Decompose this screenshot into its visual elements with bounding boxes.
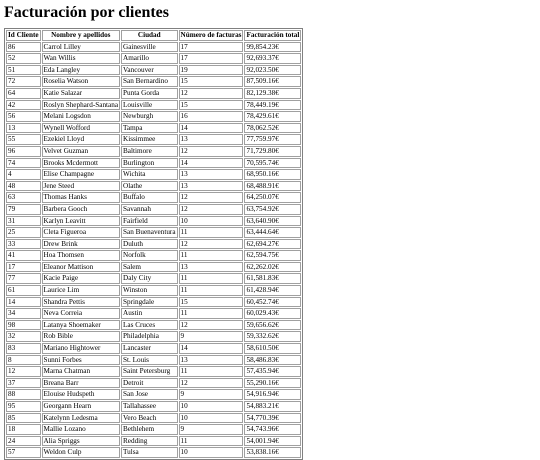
table-row xyxy=(6,320,301,331)
table-row xyxy=(6,88,301,99)
table-header-row xyxy=(6,30,301,41)
cell-city: Baltimore xyxy=(121,146,178,157)
table-row xyxy=(6,53,301,64)
cell-invoice-count: 12 xyxy=(179,378,244,389)
cell-client-id: 64 xyxy=(6,88,41,99)
cell-city: Saint Petersburg xyxy=(121,366,178,377)
cell-total-billing: 63,444.64€ xyxy=(244,227,301,238)
table-row xyxy=(6,42,301,53)
table-row xyxy=(6,273,301,284)
cell-total-billing: 78,429.61€ xyxy=(244,111,301,122)
table-row xyxy=(6,192,301,203)
table-row xyxy=(6,262,301,273)
cell-full-name: Elise Champagne xyxy=(42,169,120,180)
table-row xyxy=(6,250,301,261)
cell-invoice-count: 10 xyxy=(179,447,244,458)
table-row xyxy=(6,297,301,308)
cell-city: Duluth xyxy=(121,239,178,250)
cell-full-name: Thomas Hanks xyxy=(42,192,120,203)
table-row xyxy=(6,100,301,111)
cell-client-id: 33 xyxy=(6,239,41,250)
table-row xyxy=(6,447,301,458)
billing-table xyxy=(4,28,303,460)
cell-total-billing: 62,262.02€ xyxy=(244,262,301,273)
cell-city: Tulsa xyxy=(121,447,178,458)
cell-invoice-count: 15 xyxy=(179,100,244,111)
cell-total-billing: 62,594.75€ xyxy=(244,250,301,261)
table-row xyxy=(6,123,301,134)
cell-client-id: 98 xyxy=(6,320,41,331)
cell-city: Lancaster xyxy=(121,343,178,354)
cell-total-billing: 60,452.74€ xyxy=(244,297,301,308)
table-row xyxy=(6,424,301,435)
cell-client-id: 13 xyxy=(6,123,41,134)
cell-client-id: 18 xyxy=(6,424,41,435)
cell-client-id: 51 xyxy=(6,65,41,76)
cell-total-billing: 60,029.43€ xyxy=(244,308,301,319)
cell-invoice-count: 13 xyxy=(179,169,244,180)
cell-city: Burlington xyxy=(121,158,178,169)
cell-city: Savannah xyxy=(121,204,178,215)
cell-invoice-count: 13 xyxy=(179,134,244,145)
cell-total-billing: 64,250.07€ xyxy=(244,192,301,203)
cell-client-id: 41 xyxy=(6,250,41,261)
cell-invoice-count: 12 xyxy=(179,88,244,99)
table-row xyxy=(6,401,301,412)
table-row xyxy=(6,378,301,389)
cell-city: San Bernardino xyxy=(121,76,178,87)
cell-total-billing: 78,449.19€ xyxy=(244,100,301,111)
header-city: Ciudad xyxy=(121,30,178,41)
cell-city: Olathe xyxy=(121,181,178,192)
header-full-name: Nombre y apellidos xyxy=(42,30,120,41)
cell-full-name: Roslyn Shephard-Santana xyxy=(43,100,119,109)
cell-city: Austin xyxy=(121,308,178,319)
cell-total-billing: 68,950.16€ xyxy=(244,169,301,180)
cell-client-id: 63 xyxy=(6,192,41,203)
cell-client-id: 31 xyxy=(6,216,41,227)
cell-city: Vero Beach xyxy=(121,413,178,424)
cell-total-billing: 61,428.94€ xyxy=(244,285,301,296)
cell-invoice-count: 9 xyxy=(179,424,244,435)
cell-total-billing: 63,640.90€ xyxy=(244,216,301,227)
table-row xyxy=(6,355,301,366)
cell-invoice-count: 13 xyxy=(179,181,244,192)
table-row xyxy=(6,146,301,157)
cell-invoice-count: 14 xyxy=(179,123,244,134)
cell-invoice-count: 10 xyxy=(179,401,244,412)
cell-full-name: Neva Correia xyxy=(42,308,120,319)
cell-full-name: Drew Brink xyxy=(42,239,120,250)
cell-total-billing: 92,693.37€ xyxy=(244,53,301,64)
cell-city: Newburgh xyxy=(121,111,178,122)
cell-full-name: Shandra Pettis xyxy=(42,297,120,308)
cell-full-name: Weldon Culp xyxy=(42,447,120,458)
cell-total-billing: 53,838.16€ xyxy=(244,447,301,458)
cell-client-id: 57 xyxy=(6,447,41,458)
cell-full-name: Laurice Lim xyxy=(42,285,120,296)
cell-total-billing: 77,759.97€ xyxy=(244,134,301,145)
header-client-id: Id Cliente xyxy=(8,31,39,39)
cell-client-id: 83 xyxy=(6,343,41,354)
cell-invoice-count: 11 xyxy=(179,250,244,261)
cell-invoice-count: 12 xyxy=(179,239,244,250)
cell-invoice-count: 12 xyxy=(179,320,244,331)
cell-invoice-count: 15 xyxy=(179,297,244,308)
cell-city: Vancouver xyxy=(121,65,178,76)
cell-full-name: Katie Salazar xyxy=(42,88,120,99)
table-row xyxy=(6,331,301,342)
cell-full-name: Cleta Figueroa xyxy=(42,227,120,238)
cell-city: Springdale xyxy=(121,297,178,308)
cell-total-billing: 58,486.83€ xyxy=(244,355,301,366)
cell-invoice-count: 15 xyxy=(179,76,244,87)
cell-city: Gainesville xyxy=(121,42,178,53)
cell-total-billing: 54,883.21€ xyxy=(244,401,301,412)
cell-client-id: 85 xyxy=(6,413,41,424)
cell-city: St. Louis xyxy=(121,355,178,366)
header-total-billing: Facturación total xyxy=(246,31,300,39)
cell-client-id: 74 xyxy=(6,158,41,169)
cell-invoice-count: 16 xyxy=(179,111,244,122)
cell-total-billing: 59,656.62€ xyxy=(244,320,301,331)
cell-invoice-count: 9 xyxy=(179,331,244,342)
cell-full-name: Melani Logsdon xyxy=(42,111,120,122)
table-row xyxy=(6,389,301,400)
cell-total-billing: 54,916.94€ xyxy=(244,389,301,400)
cell-full-name: Latanya Shoemaker xyxy=(42,320,120,331)
cell-client-id: 12 xyxy=(6,366,41,377)
cell-full-name: Velvet Guzman xyxy=(42,146,120,157)
cell-full-name: Mallie Lozano xyxy=(42,424,120,435)
cell-city: Winston xyxy=(121,285,178,296)
cell-city: Punta Gorda xyxy=(121,88,178,99)
cell-city: Las Cruces xyxy=(121,320,178,331)
cell-total-billing: 78,062.52€ xyxy=(244,123,301,134)
cell-full-name: Wan Willis xyxy=(42,53,120,64)
cell-client-id: 17 xyxy=(6,262,41,273)
cell-full-name: Ezekiel Lloyd xyxy=(42,134,120,145)
cell-city: Louisville xyxy=(121,100,178,111)
cell-city: Tallahassee xyxy=(121,401,178,412)
cell-total-billing: 82,129.38€ xyxy=(244,88,301,99)
cell-invoice-count: 14 xyxy=(179,158,244,169)
cell-client-id: 77 xyxy=(6,273,41,284)
table-row xyxy=(6,65,301,76)
cell-full-name: Breana Barr xyxy=(42,378,120,389)
cell-client-id: 25 xyxy=(6,227,41,238)
cell-invoice-count: 13 xyxy=(179,355,244,366)
cell-total-billing: 54,770.39€ xyxy=(244,413,301,424)
cell-client-id: 4 xyxy=(6,169,41,180)
cell-city: Detroit xyxy=(121,378,178,389)
cell-total-billing: 70,595.74€ xyxy=(244,158,301,169)
cell-invoice-count: 17 xyxy=(179,42,244,53)
table-row xyxy=(6,76,301,87)
table-row xyxy=(6,343,301,354)
cell-full-name: Kacie Paige xyxy=(42,273,120,284)
cell-invoice-count: 13 xyxy=(179,262,244,273)
table-row xyxy=(6,285,301,296)
cell-invoice-count: 17 xyxy=(179,53,244,64)
cell-total-billing: 57,435.94€ xyxy=(244,366,301,377)
cell-city: San Jose xyxy=(121,389,178,400)
cell-total-billing: 59,332.62€ xyxy=(244,331,301,342)
cell-city: Kissimmee xyxy=(121,134,178,145)
cell-city: Fairfield xyxy=(121,216,178,227)
table-row xyxy=(6,134,301,145)
cell-city: Norfolk xyxy=(121,250,178,261)
cell-total-billing: 54,001.94€ xyxy=(244,436,301,447)
cell-full-name: Georgann Hearn xyxy=(42,401,120,412)
cell-full-name: Eleanor Mattison xyxy=(42,262,120,273)
cell-client-id: 48 xyxy=(6,181,41,192)
cell-total-billing: 68,488.91€ xyxy=(244,181,301,192)
cell-client-id: 34 xyxy=(6,308,41,319)
cell-full-name: Elouise Hudspeth xyxy=(42,389,120,400)
header-invoice-count: Número de facturas xyxy=(180,31,242,39)
cell-total-billing: 71,729.80€ xyxy=(244,146,301,157)
cell-client-id: 42 xyxy=(6,100,41,111)
cell-invoice-count: 10 xyxy=(179,216,244,227)
table-row xyxy=(6,181,301,192)
cell-client-id: 88 xyxy=(6,389,41,400)
cell-full-name: Jene Steed xyxy=(42,181,120,192)
cell-total-billing: 61,581.83€ xyxy=(244,273,301,284)
cell-city: Philadelphia xyxy=(121,331,178,342)
cell-city: San Buenaventura xyxy=(123,228,176,237)
cell-invoice-count: 11 xyxy=(179,366,244,377)
table-row xyxy=(6,169,301,180)
cell-invoice-count: 12 xyxy=(179,204,244,215)
table-row xyxy=(6,413,301,424)
cell-invoice-count: 19 xyxy=(179,65,244,76)
cell-full-name: Hoa Thomsen xyxy=(42,250,120,261)
table-row xyxy=(6,366,301,377)
cell-city: Tampa xyxy=(121,123,178,134)
cell-client-id: 72 xyxy=(6,76,41,87)
cell-city: Wichita xyxy=(121,169,178,180)
cell-full-name: Eda Langley xyxy=(42,65,120,76)
table-row xyxy=(6,158,301,169)
cell-full-name: Katelynn Ledesma xyxy=(42,413,120,424)
cell-total-billing: 55,290.16€ xyxy=(244,378,301,389)
cell-total-billing: 58,610.50€ xyxy=(244,343,301,354)
cell-client-id: 55 xyxy=(6,134,41,145)
cell-full-name: Brooks Mcdermott xyxy=(42,158,120,169)
cell-total-billing: 99,854.23€ xyxy=(244,42,301,53)
cell-full-name: Alia Spriggs xyxy=(42,436,120,447)
cell-full-name: Marna Chatman xyxy=(42,366,120,377)
cell-full-name: Wynell Wofford xyxy=(42,123,120,134)
cell-client-id: 52 xyxy=(6,53,41,64)
cell-city: Daly City xyxy=(121,273,178,284)
cell-client-id: 24 xyxy=(6,436,41,447)
cell-total-billing: 92,023.50€ xyxy=(244,65,301,76)
cell-city: Bethlehem xyxy=(121,424,178,435)
cell-invoice-count: 12 xyxy=(179,192,244,203)
cell-invoice-count: 11 xyxy=(179,308,244,319)
cell-client-id: 96 xyxy=(6,146,41,157)
cell-invoice-count: 11 xyxy=(179,227,244,238)
cell-client-id: 61 xyxy=(6,285,41,296)
cell-full-name: Karlyn Leavitt xyxy=(42,216,120,227)
cell-full-name: Sunni Forbes xyxy=(42,355,120,366)
cell-full-name: Barbera Gooch xyxy=(42,204,120,215)
cell-client-id: 8 xyxy=(6,355,41,366)
table-row xyxy=(6,204,301,215)
cell-invoice-count: 12 xyxy=(179,146,244,157)
cell-invoice-count: 11 xyxy=(179,285,244,296)
table-row xyxy=(6,227,301,238)
table-body xyxy=(6,42,301,458)
cell-invoice-count: 9 xyxy=(179,389,244,400)
table-row xyxy=(6,111,301,122)
cell-total-billing: 54,743.96€ xyxy=(244,424,301,435)
cell-total-billing: 87,509.16€ xyxy=(244,76,301,87)
cell-client-id: 86 xyxy=(6,42,41,53)
cell-total-billing: 63,754.92€ xyxy=(244,204,301,215)
cell-full-name: Rob Bible xyxy=(42,331,120,342)
cell-city: Buffalo xyxy=(121,192,178,203)
cell-client-id: 14 xyxy=(6,297,41,308)
cell-invoice-count: 14 xyxy=(179,343,244,354)
table-row xyxy=(6,216,301,227)
cell-full-name: Roselia Watson xyxy=(42,76,120,87)
cell-invoice-count: 10 xyxy=(179,413,244,424)
cell-total-billing: 62,694.27€ xyxy=(244,239,301,250)
table-row xyxy=(6,308,301,319)
page-title: Facturación por clientes xyxy=(4,4,170,21)
cell-city: Amarillo xyxy=(121,53,178,64)
cell-invoice-count: 11 xyxy=(179,273,244,284)
cell-full-name: Mariano Hightower xyxy=(42,343,120,354)
cell-client-id: 32 xyxy=(6,331,41,342)
table-row xyxy=(6,239,301,250)
cell-city: Redding xyxy=(121,436,178,447)
cell-client-id: 37 xyxy=(6,378,41,389)
cell-client-id: 79 xyxy=(6,204,41,215)
cell-client-id: 56 xyxy=(6,111,41,122)
cell-city: Salem xyxy=(121,262,178,273)
cell-client-id: 95 xyxy=(6,401,41,412)
cell-invoice-count: 11 xyxy=(179,436,244,447)
table-row xyxy=(6,436,301,447)
cell-full-name: Carrol Lilley xyxy=(42,42,120,53)
